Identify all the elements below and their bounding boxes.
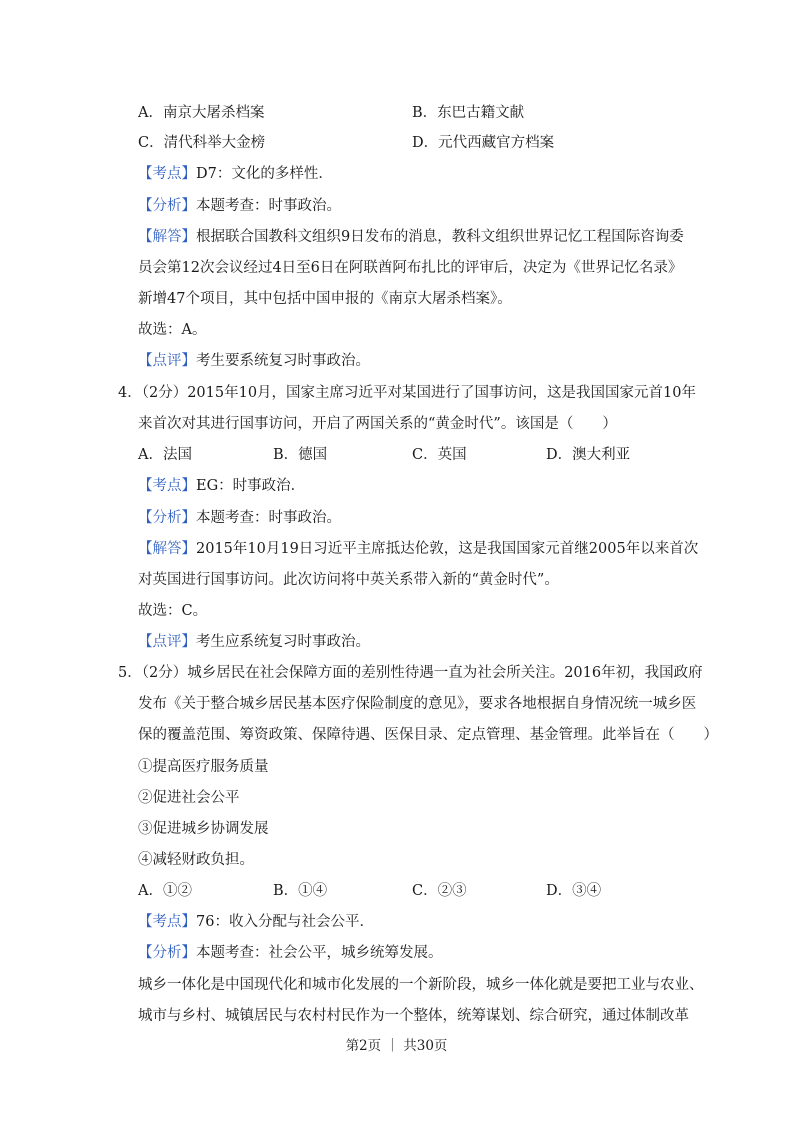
q5-body-line1: 城乡一体化是中国现代化和城市化发展的一个新阶段，城乡一体化就是要把工业与农业、 xyxy=(138,977,704,993)
q4-option-b: B．德国 xyxy=(273,447,328,463)
q3-fenxi xyxy=(138,196,341,216)
q5-body-line2: 城市与乡村、城镇居民与农村村民作为一个整体，统筹谋划、综合研究，通过体制改革 xyxy=(138,1008,689,1024)
kaodian-tag: 【考点】 xyxy=(138,166,196,182)
q3-jieda-line2: 员会第12次会议经过4日至6日在阿联酋阿布扎比的评审后，决定为《世界记忆名录》 xyxy=(138,260,683,276)
q4-dianping xyxy=(138,632,370,652)
fenxi-tag: 【分析】 xyxy=(138,945,196,961)
dianping-tag: 【点评】 xyxy=(138,353,196,369)
q5-option-c: C．②③ xyxy=(412,883,467,899)
q3-jieda xyxy=(138,227,684,247)
q5-item-1: ①提高医疗服务质量 xyxy=(138,759,269,775)
kaodian-text: 76：收入分配与社会公平． xyxy=(196,914,374,930)
fenxi-tag: 【分析】 xyxy=(138,510,196,526)
q5-stem-line2: 发布《关于整合城乡居民基本医疗保险制度的意见》，要求各地根据自身情况统一城乡医 xyxy=(138,696,697,712)
q5-option-d: D．③④ xyxy=(546,883,602,899)
q5-option-a: A．①② xyxy=(138,883,192,899)
q3-dianping xyxy=(138,351,370,371)
q3-jieda-line3: 新增47个项目，其中包括中国申报的《南京大屠杀档案》。 xyxy=(138,291,512,307)
q5-fenxi xyxy=(138,943,443,963)
q4-stem-line1: 4．（2分）2015年10月，国家主席习近平对某国进行了国事访问，这是我国国家元首10年 xyxy=(118,385,697,401)
fenxi-text: 本题考查：社会公平，城乡统筹发展。 xyxy=(196,945,443,961)
q5-stem-line1: 5．（2分）城乡居民在社会保障方面的差别性待遇一直为社会所关注。2016年初，我国政府 xyxy=(118,665,703,681)
q4-option-d: D．澳大利亚 xyxy=(546,447,631,463)
q4-fenxi xyxy=(138,508,341,528)
q4-stem-line2: 来首次对其进行国事访问，开启了两国关系的“黄金时代”。该国是（ ） xyxy=(138,416,617,432)
jieda-text-line1: 2015年10月19日习近平主席抵达伦敦，这是我国国家元首继2005年以来首次 xyxy=(196,541,699,557)
kaodian-tag: 【考点】 xyxy=(138,478,196,494)
q5-item-3: ③促进城乡协调发展 xyxy=(138,821,269,837)
q4-kaodian xyxy=(138,476,305,496)
q4-answer: 故选：C。 xyxy=(138,603,208,619)
q3-option-b: B．东巴古籍文献 xyxy=(412,105,525,121)
q3-option-d: D．元代西藏官方档案 xyxy=(412,135,555,151)
dianping-text: 考生要系统复习时事政治。 xyxy=(196,353,370,369)
q3-answer: 故选：A。 xyxy=(138,322,207,338)
q4-option-a: A．法国 xyxy=(138,447,192,463)
q5-item-4: ④减轻财政负担。 xyxy=(138,852,254,868)
q4-jieda xyxy=(138,539,698,559)
q5-stem-line3: 保的覆盖范围、筹资政策、保障待遇、医保目录、定点管理、基金管理。此举旨在（ ） xyxy=(138,727,718,743)
q3-option-a: A．南京大屠杀档案 xyxy=(138,105,265,121)
fenxi-text: 本题考查：时事政治。 xyxy=(196,510,341,526)
q4-jieda-line2: 对英国进行国事访问。此次访问将中英关系带入新的“黄金时代”。 xyxy=(138,572,559,588)
dianping-text: 考生应系统复习时事政治。 xyxy=(196,634,370,650)
q4-option-c: C．英国 xyxy=(412,447,467,463)
jieda-text-line1: 根据联合国教科文组织9日发布的消息，教科文组织世界记忆工程国际咨询委 xyxy=(196,229,684,245)
q5-kaodian xyxy=(138,912,374,932)
jieda-tag: 【解答】 xyxy=(138,541,196,557)
q3-option-c: C．清代科举大金榜 xyxy=(138,135,266,151)
q5-option-b: B．①④ xyxy=(273,883,328,899)
jieda-tag: 【解答】 xyxy=(138,229,196,245)
kaodian-tag: 【考点】 xyxy=(138,914,196,930)
q3-kaodian xyxy=(138,164,333,184)
kaodian-text: D7：文化的多样性． xyxy=(196,166,333,182)
dianping-tag: 【点评】 xyxy=(138,634,196,650)
fenxi-text: 本题考查：时事政治。 xyxy=(196,198,341,214)
q5-item-2: ②促进社会公平 xyxy=(138,790,240,806)
page-footer: 第2页 ｜ 共30页 xyxy=(345,1038,448,1054)
kaodian-text: EG：时事政治． xyxy=(196,478,306,494)
fenxi-tag: 【分析】 xyxy=(138,198,196,214)
